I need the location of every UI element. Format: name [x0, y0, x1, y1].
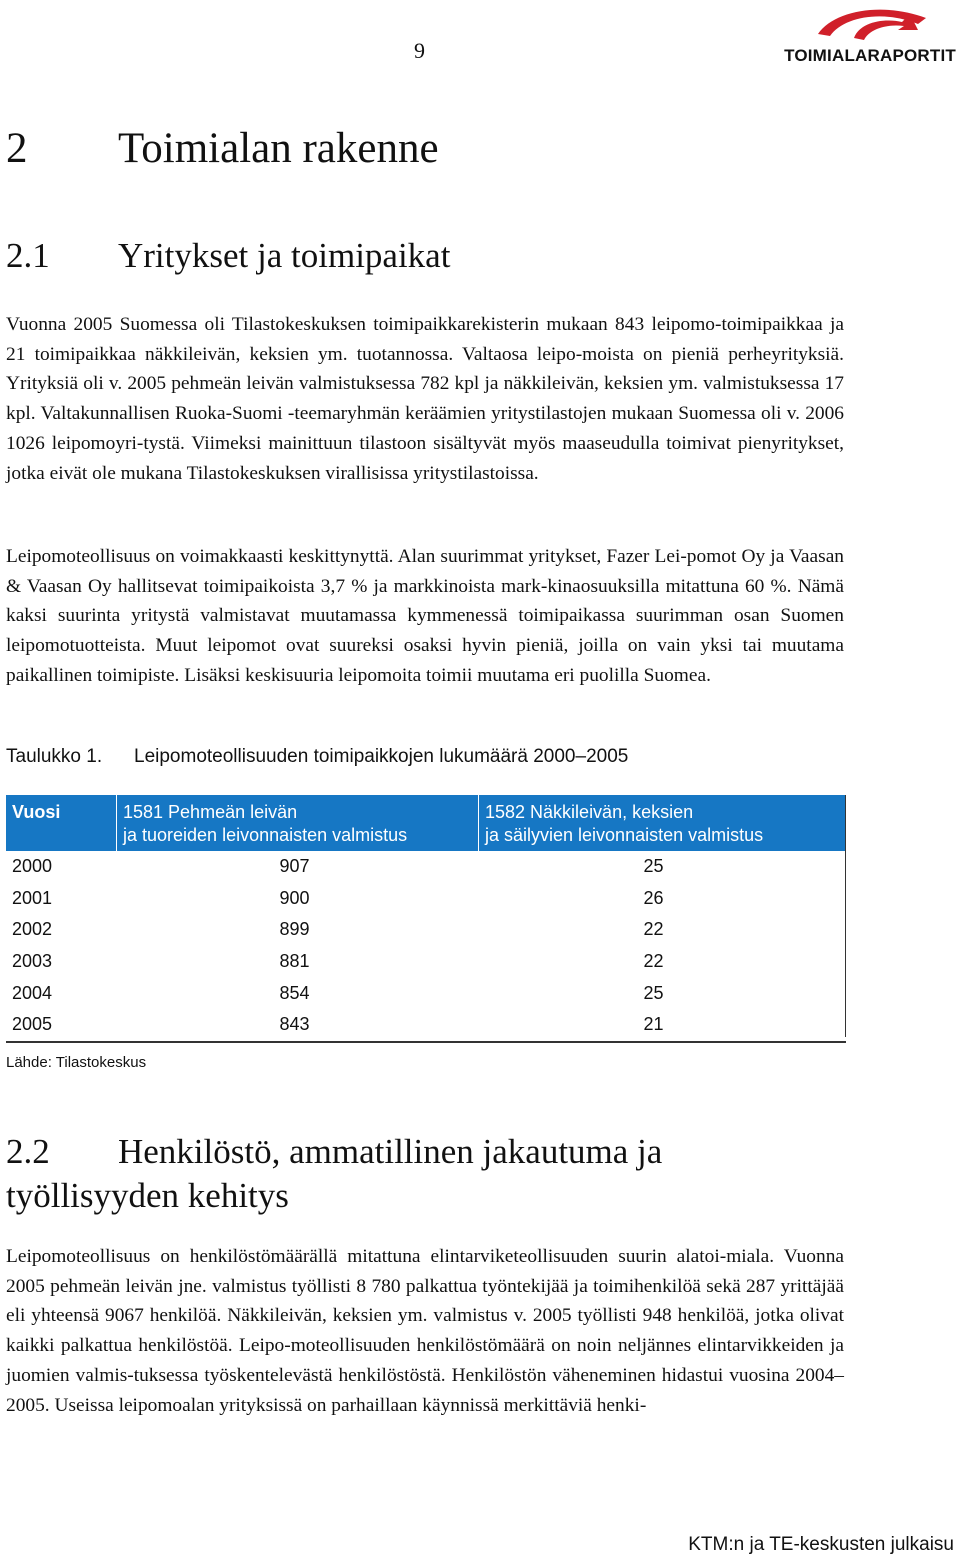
header-1581-line2: ja tuoreiden leivonnaisten valmistus: [123, 825, 408, 845]
paragraph-companies: Vuonna 2005 Suomessa oli Tilastokeskuksen toimipaikkarekisterin mukaan 843 leipomo-toimipaikkaa ja 21 toimipaikkaa näkkileivän, keksien ym. tuotannossa. Valtaosa leipo-moista on pieniä perheyrityksiä. Yrityksiä oli v. 2005 pehmeän leivän valmistuksessa 782 kpl ja näkkileivän, keksien ym. valmistuksessa 17 kpl. Valtakunnallisen Ruoka-Suomi -teemaryhmän keräämien yritystilastojen mukaan Suomessa oli v. 2006 1026 leipomoyri-tystä. Viimeksi mainittuun tilastoon sisältyvät myös maaseudulla toimivat pienyritykset, jotka eivät ole mukana Tilastokeskuksen virallisissa yritystilastoissa.: [6, 314, 844, 484]
cell-nakki: 25: [643, 982, 664, 1003]
cell-pehmea: 900: [279, 887, 310, 908]
cell-pehmea: 907: [279, 856, 310, 877]
subsection-number: 2.1: [6, 236, 50, 275]
table-caption: [6, 746, 628, 768]
section-title: Toimialan rakenne: [118, 125, 439, 172]
cell-year: 2000: [12, 856, 53, 877]
table-caption-title: Leipomoteollisuuden toimipaikkojen lukumäärä 2000–2005: [134, 746, 629, 767]
header-1581: [117, 795, 479, 851]
table-source: Lähde: Tilastokeskus: [6, 1054, 147, 1071]
cell-year: 2004: [12, 982, 53, 1003]
header-1582-line1: 1582 Näkkileivän, keksien: [485, 802, 694, 822]
cell-nakki: 22: [643, 951, 664, 972]
logo-text: TOIMIALARAPORTIT: [784, 46, 956, 65]
table-row: [6, 946, 846, 978]
cell-pehmea: 881: [279, 951, 310, 972]
table-row: [6, 977, 846, 1009]
paragraph-concentration: Leipomoteollisuus on voimakkaasti keskittynyttä. Alan suurimmat yritykset, Fazer Lei-pomot Oy ja Vaasan & Vaasan Oy hallitsevat toimipaikoista 3,7 % ja markkinoista mark-kinaosuuksilla mitattuna 60 %. Nämä kaksi suurinta yritystä valmistavat muutamassa kymmenessä toimipaikassa suurimman osan Suomen leipomotuotteista. Muut leipomot ovat suureksi osaksi hyvin pieniä, joilla on vain yksi tai muutama paikallinen toimipiste. Lisäksi keskisuuria leipomoita toimii muutama eri puolilla Suomea.: [6, 546, 844, 686]
header-1581-line1: 1581 Pehmeän leivän: [123, 802, 298, 822]
footer-publisher: KTM:n ja TE-keskusten julkaisu: [688, 1534, 954, 1555]
toimialaraportit-logo: [786, 4, 958, 64]
cell-pehmea: 843: [117, 1009, 479, 1042]
section-heading: [6, 124, 439, 173]
table-caption-label: Taulukko 1.: [6, 746, 103, 767]
table-header-row: [6, 795, 846, 851]
cell-year: 2002: [12, 919, 53, 940]
table-row: [6, 914, 846, 946]
subsection-heading-2-1: [6, 236, 450, 276]
header-1582: [479, 795, 847, 851]
cell-year: 2005: [6, 1009, 117, 1042]
subsection-title-line1: Henkilöstö, ammatillinen jakautuma ja: [118, 1132, 663, 1171]
subsection-title: Yritykset ja toimipaikat: [118, 236, 451, 275]
table-row: [6, 883, 846, 915]
paragraph-personnel: Leipomoteollisuus on henkilöstömäärällä mitattuna elintarviketeollisuuden suurin alatoi-miala. Vuonna 2005 pehmeän leivän jne. valmistus työllisti 8 780 palkattua työntekijää ja toimihenkilöä sekä 287 yrittäjää eli yhteensä 9067 henkilöä. Näkkileivän, keksien ym. valmistus v. 2005 työllisti 948 henkilöä, jotka olivat kaikki palkattua henkilöstöä. Leipo-moteollisuuden henkilöstömäärä on noin neljännes elintarvikkeiden ja juomien valmis-tuksessa työskentelevästä henkilöstöstä. Henkilöstön väheneminen hidastui vuosina 2004–2005. Useissa leipomoalan yrityksissä on parhaillaan käynnissä merkittäviä henki-: [6, 1246, 844, 1416]
table-row: [6, 1009, 846, 1042]
header-vuosi: Vuosi: [6, 795, 117, 851]
establishments-table: [6, 795, 846, 1043]
logo-swoosh-icon: [814, 4, 934, 44]
cell-nakki: 25: [643, 856, 664, 877]
cell-nakki: 21: [479, 1009, 847, 1042]
cell-nakki: 26: [643, 887, 664, 908]
cell-year: 2003: [12, 951, 53, 972]
subsection-number: 2.2: [6, 1132, 50, 1171]
section-number: 2: [6, 125, 28, 172]
cell-nakki: 22: [643, 919, 664, 940]
header-1582-line2: ja säilyvien leivonnaisten valmistus: [485, 825, 764, 845]
cell-pehmea: 899: [279, 919, 310, 940]
cell-year: 2001: [12, 887, 53, 908]
subsection-heading-2-2: [6, 1130, 906, 1218]
page-number: 9: [414, 38, 425, 63]
table-right-border: [845, 795, 846, 1037]
cell-pehmea: 854: [279, 982, 310, 1003]
table-row: [6, 851, 846, 883]
subsection-title-line2: työllisyyden kehitys: [6, 1176, 289, 1215]
